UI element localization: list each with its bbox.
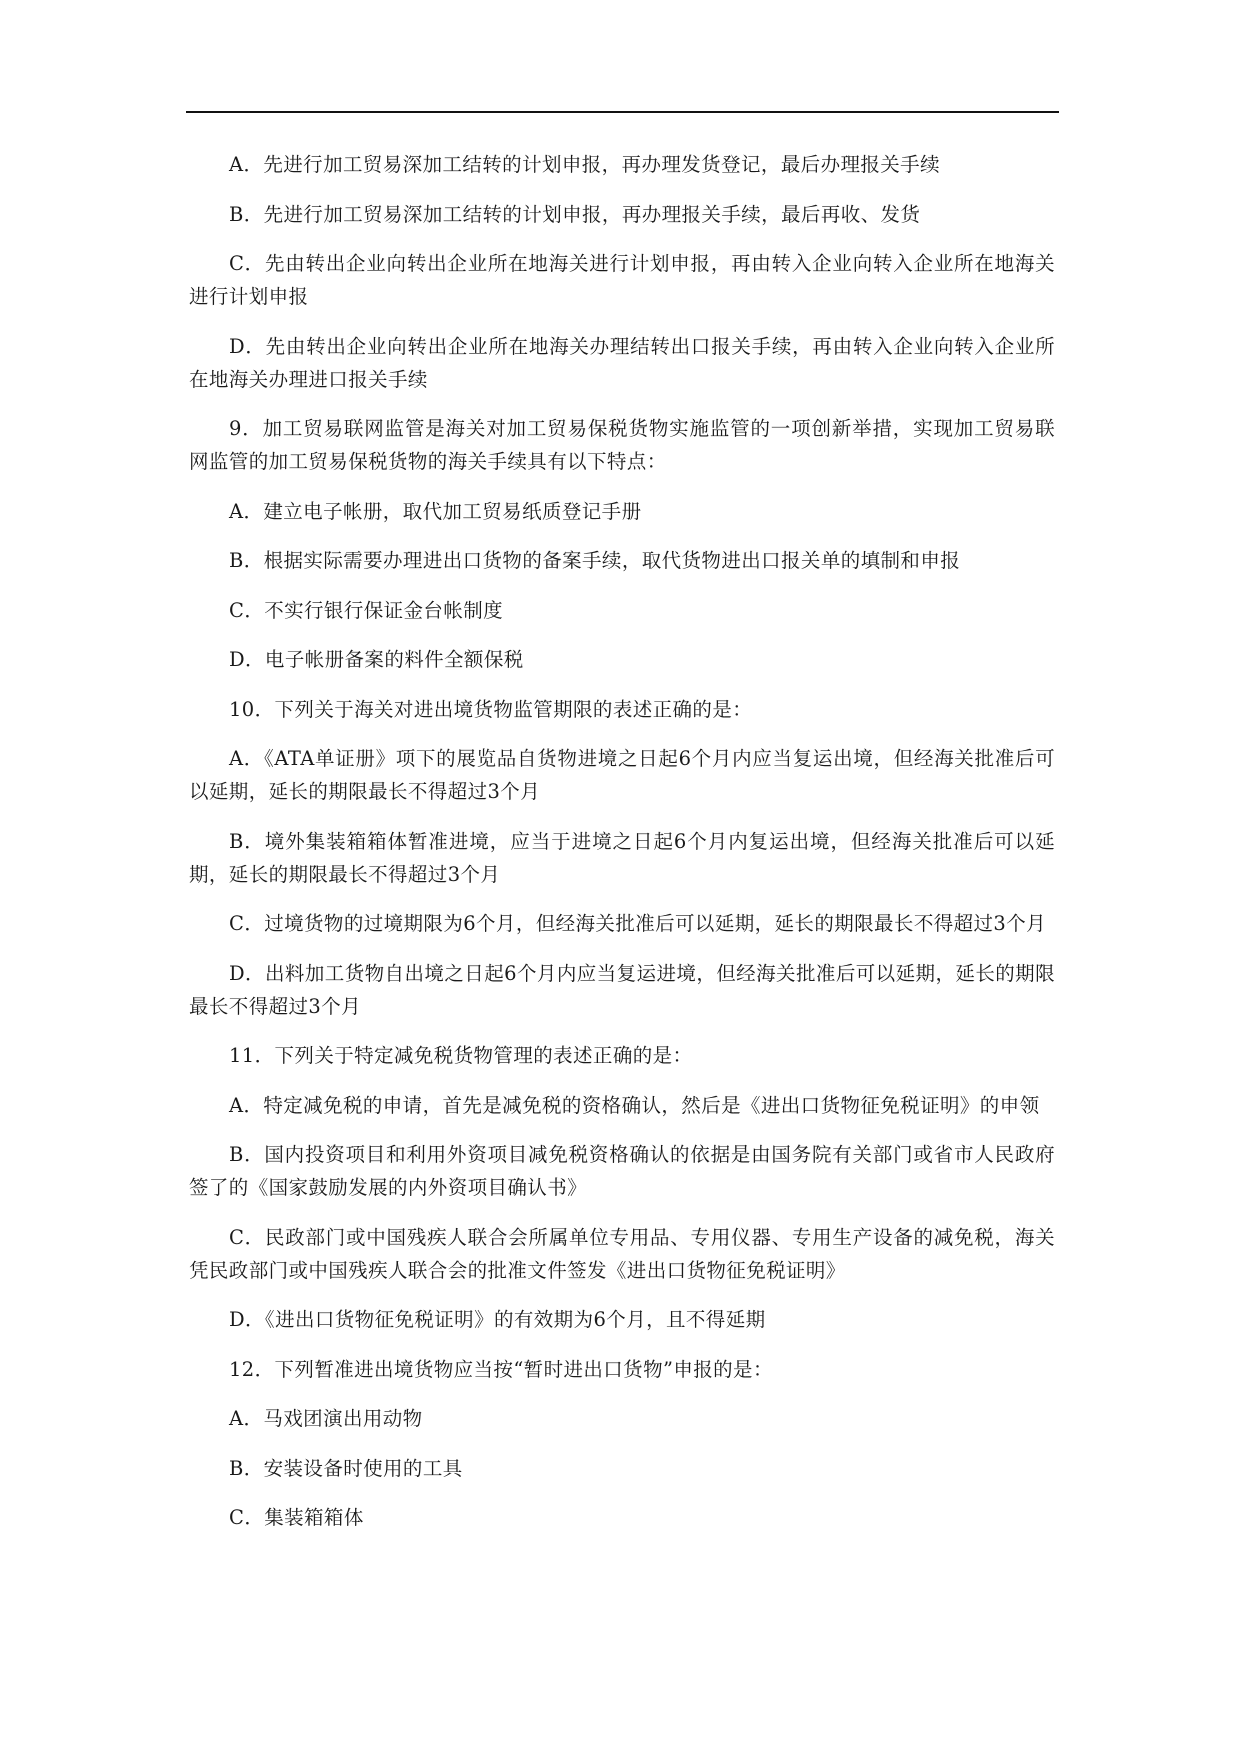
- option-10b: B．境外集装箱箱体暂准进境，应当于进境之日起6个月内复运出境，但经海关批准后可以延期，延长的期限最长不得超过3个月: [189, 829, 1055, 886]
- option-10a: A．《ATA单证册》项下的展览品自货物进境之日起6个月内应当复运出境，但经海关批准后可以延期，延长的期限最长不得超过3个月: [189, 747, 1055, 803]
- option-11c: C．民政部门或中国残疾人联合会所属单位专用品、专用仪器、专用生产设备的减免税，海关凭民政部门或中国残疾人联合会的批准文件签发《进出口货物征免税证明》: [189, 1225, 1055, 1282]
- option-9d: D．电子帐册备案的料件全额保税: [229, 648, 524, 671]
- option-12c: C．集装箱箱体: [229, 1506, 364, 1529]
- option-11b: B．国内投资项目和利用外资项目减免税资格确认的依据是由国务院有关部门或省市人民政府签了的《国家鼓励发展的内外资项目确认书》: [189, 1143, 1055, 1199]
- question-9: 9．加工贸易联网监管是海关对加工贸易保税货物实施监管的一项创新举措，实现加工贸易联网监管的加工贸易保税货物的海关手续具有以下特点：: [189, 417, 1055, 473]
- option-9c: C．不实行银行保证金台帐制度: [229, 598, 504, 622]
- option-10d: D．出料加工货物自出境之日起6个月内应当复运进境，但经海关批准后可以延期，延长的期限最长不得超过3个月: [189, 961, 1055, 1018]
- header-rule: [186, 111, 1059, 113]
- document-body: [189, 148, 1055, 1551]
- option-10c: C．过境货物的过境期限为6个月，但经海关批准后可以延期，延长的期限最长不得超过3个月: [229, 912, 1047, 935]
- question-10: 10．下列关于海关对进出境货物监管期限的表述正确的是：: [229, 697, 753, 721]
- option-9b: B．根据实际需要办理进出口货物的备案手续，取代货物进出口报关单的填制和申报: [229, 549, 961, 572]
- option-8c: C．先由转出企业向转出企业所在地海关进行计划申报，再由转入企业向转入企业所在地海关进行计划申报: [189, 252, 1055, 308]
- option-8b: B．先进行加工贸易深加工结转的计划申报，再办理报关手续，最后再收、发货: [229, 202, 921, 226]
- option-12a: A．马戏团演出用动物: [229, 1407, 423, 1430]
- option-8a: A．先进行加工贸易深加工结转的计划申报，再办理发货登记，最后办理报关手续: [229, 153, 940, 176]
- question-11: 11．下列关于特定减免税货物管理的表述正确的是：: [229, 1044, 693, 1067]
- option-11a: A．特定减免税的申请，首先是减免税的资格确认，然后是《进出口货物征免税证明》的申领: [229, 1093, 1040, 1117]
- option-8d: D．先由转出企业向转出企业所在地海关办理结转出口报关手续，再由转入企业向转入企业所在地海关办理进口报关手续: [189, 334, 1055, 391]
- question-12: 12．下列暂准进出境货物应当按“暂时进出口货物”申报的是：: [229, 1357, 773, 1381]
- option-12b: B．安装设备时使用的工具: [229, 1456, 463, 1480]
- option-11d: D．《进出口货物征免税证明》的有效期为6个月，且不得延期: [229, 1308, 766, 1331]
- option-9a: A．建立电子帐册，取代加工贸易纸质登记手册: [229, 499, 642, 523]
